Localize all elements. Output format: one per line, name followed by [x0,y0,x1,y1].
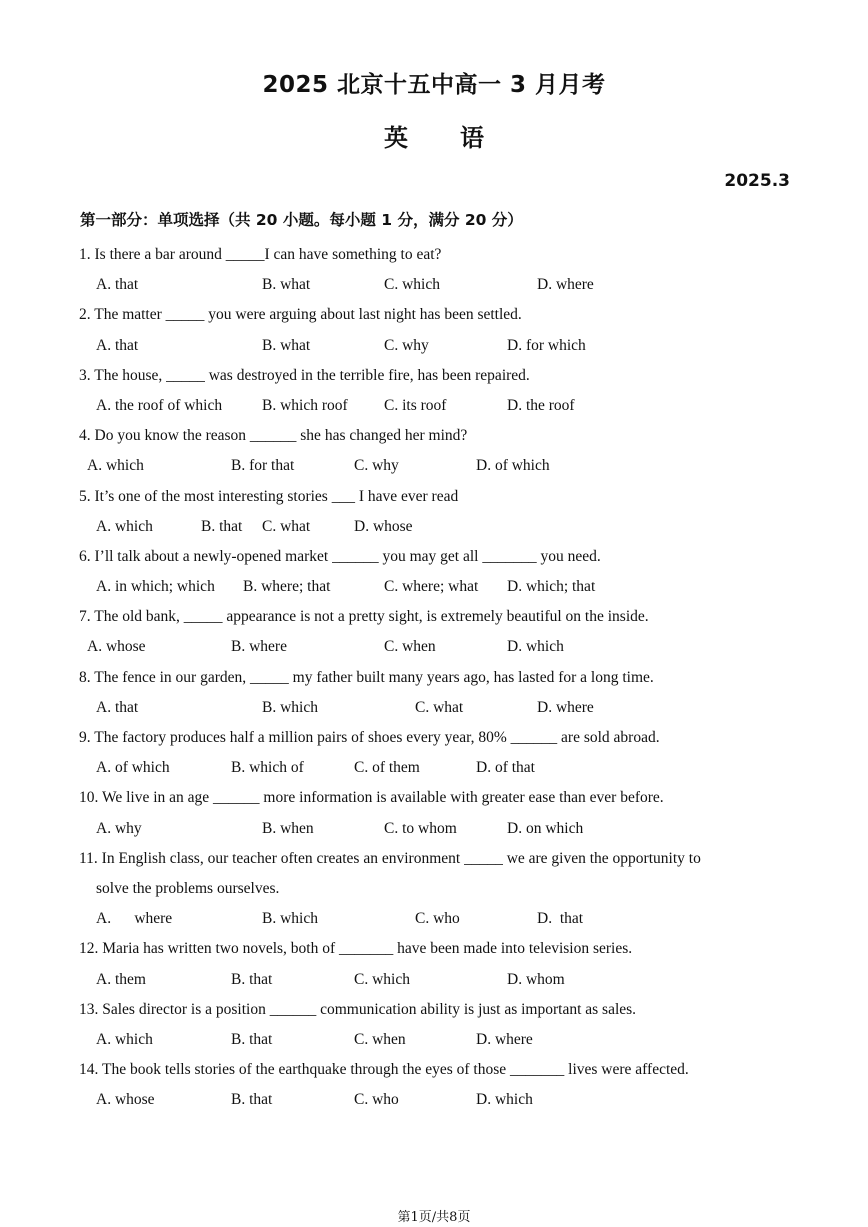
option-d: D. which; that [507,578,596,596]
option-c: C. who [415,910,460,928]
option-c: C. why [384,336,429,354]
option-row [79,512,799,542]
option-d: D. whose [354,517,413,535]
option-a: A. that [96,336,139,354]
option-a: A. that [96,698,139,716]
question-text-continued: solve the problems ourselves. [96,879,280,897]
option-c: C. what [415,698,464,716]
question-item [79,602,799,662]
question-item [79,482,799,542]
exam-title: 2025 北京十五中高一 3 月月考 [262,72,606,98]
option-row [79,753,799,783]
question-text: 5. It’s one of the most interesting stories ___ I have ever read [79,487,459,505]
option-row [79,965,799,995]
option-row [79,391,799,421]
option-b: B. which [262,910,318,928]
question-item [79,783,799,843]
option-b: B. that [231,970,273,988]
question-text: 11. In English class, our teacher often creates an environment _____ we are given the opportunity to [79,849,701,867]
exam-date: 2025.3 [724,171,790,191]
option-c: C. of them [354,759,420,777]
option-row [79,904,799,934]
option-b: B. what [262,336,311,354]
option-a: A. why [96,819,142,837]
option-a: A. of which [96,759,170,777]
option-d: D. where [537,276,594,294]
option-row [79,814,799,844]
question-text: 12. Maria has written two novels, both of _______ have been made into television series. [79,940,633,958]
question-list [79,240,799,1115]
question-text: 1. Is there a bar around _____I can have something to eat? [79,246,442,263]
question-item [79,1055,799,1115]
option-d: D. whom [507,970,565,988]
option-d: D. which [476,1091,533,1109]
option-b: B. when [262,819,314,837]
question-item [79,663,799,723]
option-c: C. to whom [384,819,457,837]
option-c: C. when [384,638,436,656]
option-a: A. which [96,517,153,535]
option-b: B. where [231,638,287,656]
question-item [79,844,799,935]
question-item [79,995,799,1055]
option-d: D. which [507,638,564,656]
option-c: C. why [354,457,399,475]
option-row [79,451,799,481]
option-row [79,632,799,662]
option-d: D. of which [476,457,550,475]
option-d: D. that [537,910,584,928]
question-text: 8. The fence in our garden, _____ my father built many years ago, has lasted for a long time. [79,668,654,686]
option-a: A. where [96,910,173,928]
option-a: A. in which; which [96,578,215,596]
option-a: A. whose [87,638,146,656]
option-b: B. that [231,1030,273,1048]
question-text: 2. The matter _____ you were arguing about last night has been settled. [79,306,522,324]
page-number: 第1页/共8页 [397,1210,471,1225]
option-a: A. whose [96,1091,155,1109]
question-text: 6. I’ll talk about a newly-opened market ______ you may get all _______ you need. [79,547,601,565]
option-d: D. where [476,1030,533,1048]
option-b: B. which roof [262,396,348,414]
option-c: C. who [354,1091,399,1109]
option-b: B. where; that [243,578,331,596]
option-a: A. which [87,457,144,475]
question-text: 13. Sales director is a position ______ communication ability is just as important as sales. [79,1000,637,1018]
option-c: C. which [354,970,410,988]
option-b: B. which of [231,759,304,777]
option-row [79,1085,799,1115]
option-b: B. that [231,1091,273,1109]
option-d: D. for which [507,336,586,354]
question-text: 10. We live in an age ______ more information is available with greater ease than ever before. [79,789,664,807]
question-item [79,361,799,421]
question-item [79,421,799,481]
option-d: D. the roof [507,396,575,414]
option-c: C. its roof [384,396,447,414]
option-row [79,693,799,723]
option-c: C. where; what [384,578,479,596]
question-item [79,240,799,300]
section-heading: 第一部分：单项选择（共 20 小题。每小题 1 分，满分 20 分） [80,211,523,229]
option-a: A. which [96,1030,153,1048]
question-text: 7. The old bank, _____ appearance is not a pretty sight, is extremely beautiful on the inside. [79,608,649,626]
question-text: 9. The factory produces half a million pairs of shoes every year, 80% ______ are sold abroad. [79,729,660,746]
question-item [79,723,799,783]
option-d: D. on which [507,819,584,837]
option-a: A. that [96,276,139,294]
option-row [79,1025,799,1055]
option-b: B. which [262,698,318,716]
option-d: D. where [537,698,594,716]
option-a: A. the roof of which [96,396,223,414]
option-b: B. that [201,517,243,535]
option-b: B. what [262,276,311,294]
option-c: C. when [354,1030,406,1048]
question-text: 14. The book tells stories of the earthquake through the eyes of those _______ lives were affected. [79,1061,689,1079]
question-item [79,300,799,360]
option-row [79,270,799,300]
option-b: B. for that [231,457,295,475]
option-row [79,572,799,602]
exam-subject: 英语 [384,124,536,152]
question-text: 3. The house, _____ was destroyed in the terrible fire, has been repaired. [79,366,530,384]
option-row [79,331,799,361]
option-c: C. what [262,517,311,535]
option-a: A. them [96,970,146,988]
question-item [79,934,799,994]
question-text: 4. Do you know the reason ______ she has changed her mind? [79,427,468,445]
option-c: C. which [384,276,440,294]
question-item [79,542,799,602]
option-d: D. of that [476,759,535,777]
